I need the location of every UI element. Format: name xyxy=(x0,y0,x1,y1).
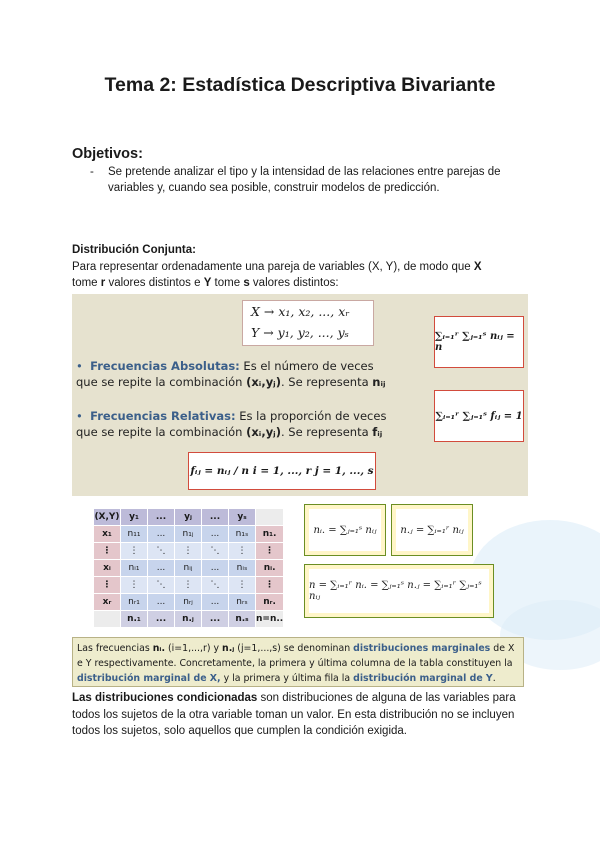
bullet-absolutas xyxy=(76,358,416,390)
table-cell: nᵢⱼ xyxy=(175,560,202,577)
text-segment: de X e Y respectivamente. Concretamente, la primera y última columna de la tabla constituyen la xyxy=(77,643,515,669)
formula-inner xyxy=(309,569,489,613)
table-cell: ⋮ xyxy=(121,543,148,560)
table-cell: n.ₛ xyxy=(229,611,256,628)
distribucion-text xyxy=(72,260,532,291)
text-segment: tome xyxy=(211,276,244,289)
table-cell: ⋮ xyxy=(121,577,148,594)
table-cell: ... xyxy=(148,594,175,611)
keyword: distribución marginal de Y xyxy=(353,673,493,684)
table-cell: ⋮ xyxy=(229,577,256,594)
sum-f-formula xyxy=(434,390,524,442)
table-cell: n₁ₛ xyxy=(229,526,256,543)
text-segment: tome xyxy=(72,276,101,289)
table-cell: nᵢₛ xyxy=(229,560,256,577)
table-cell: nᵣ. xyxy=(256,594,284,611)
table-cell: n.ⱼ xyxy=(175,611,202,628)
text-segment: Para representar ordenadamente una pareja de variables (X, Y), de modo que xyxy=(72,261,474,273)
table-cell: ⋮ xyxy=(94,543,121,560)
objetivos-text: Se pretende analizar el tipo y la intensidad de las relaciones entre parejas de variables y, cuando sea posible, construir modelos de predicción. xyxy=(108,166,501,194)
table-cell: ⋱ xyxy=(148,577,175,594)
text-segment: Es la proporción de veces xyxy=(235,409,387,423)
table-cell: ... xyxy=(202,509,229,526)
list-dash: - xyxy=(90,166,94,178)
total-n-formula xyxy=(304,564,494,618)
frequency-table xyxy=(93,508,284,628)
formula-text: ∑ᵢ₌₁ʳ ∑ⱼ₌₁ˢ fᵢⱼ = 1 xyxy=(435,410,523,422)
table-cell: nᵣ₁ xyxy=(121,594,148,611)
table-row xyxy=(94,560,284,577)
table-cell: ⋱ xyxy=(148,543,175,560)
table-cell: n₁₁ xyxy=(121,526,148,543)
table-cell: ⋮ xyxy=(229,543,256,560)
formula-inner xyxy=(309,509,381,551)
text-segment: que se repite la combinación xyxy=(76,425,247,439)
table-row xyxy=(94,577,284,594)
table-cell: ... xyxy=(202,594,229,611)
table-cell: n₁. xyxy=(256,526,284,543)
table-cell: ⋮ xyxy=(94,577,121,594)
table-cell: nᵣⱼ xyxy=(175,594,202,611)
condicionadas-term: Las distribuciones condicionadas xyxy=(72,692,258,704)
table-cell: ... xyxy=(148,509,175,526)
var-r: r xyxy=(100,276,106,289)
table-cell: ⋮ xyxy=(256,543,284,560)
table-cell: (X,Y) xyxy=(94,509,121,526)
objetivos-heading: Objetivos: xyxy=(72,146,143,162)
table-row xyxy=(94,526,284,543)
table-header-row xyxy=(94,509,284,526)
absolutas-title: Frecuencias Absolutas: xyxy=(90,359,240,373)
variables-box xyxy=(242,300,374,346)
marginal-nj-formula xyxy=(391,504,473,556)
table-cell: ⋮ xyxy=(256,577,284,594)
var-y: Y xyxy=(203,276,212,289)
keyword: distribuciones marginales xyxy=(353,643,491,654)
table-cell: ⋱ xyxy=(202,543,229,560)
bullet-dot: • xyxy=(76,409,91,423)
table-cell: ... xyxy=(148,560,175,577)
formula-text: nᵢ. = ∑ⱼ₌₁ˢ nᵢⱼ xyxy=(313,524,377,536)
x-values: X → x₁, x₂, ..., xᵣ xyxy=(251,304,350,319)
keyword: distribución marginal de X, xyxy=(77,673,221,684)
table-cell: y₁ xyxy=(121,509,148,526)
table-cell: ⋮ xyxy=(175,543,202,560)
fij-definition xyxy=(188,452,376,490)
text-segment: (j=1,...,s) se denominan xyxy=(234,643,354,654)
table-cell: n₁ⱼ xyxy=(175,526,202,543)
table-cell: ... xyxy=(202,560,229,577)
table-footer-row xyxy=(94,611,284,628)
marginals-note xyxy=(72,637,524,687)
distribucion-heading: Distribución Conjunta: xyxy=(72,244,196,256)
text-segment: que se repite la combinación xyxy=(76,375,247,389)
formula-inner xyxy=(396,509,468,551)
text-segment: . Se representa xyxy=(280,375,373,389)
text-segment: Es el número de veces xyxy=(239,359,374,373)
var-s: s xyxy=(243,276,250,289)
symbol-nij: nᵢⱼ xyxy=(372,375,386,389)
page-title: Tema 2: Estadística Descriptiva Bivariante xyxy=(104,74,496,96)
bullet-relativas xyxy=(76,408,416,440)
table-cell: ⋮ xyxy=(175,577,202,594)
table-cell xyxy=(94,611,121,628)
formula-text: n = ∑ᵢ₌₁ʳ nᵢ. = ∑ⱼ₌₁ˢ n.ⱼ = ∑ᵢ₌₁ʳ ∑ⱼ₌₁ˢ nᵢⱼ xyxy=(309,580,482,602)
table-cell: xᵣ xyxy=(94,594,121,611)
table-cell: ... xyxy=(202,526,229,543)
symbol-nj: n.ⱼ xyxy=(222,643,235,654)
formula-text: n.ⱼ = ∑ᵢ₌₁ʳ nᵢⱼ xyxy=(400,524,464,536)
table-cell: ⋱ xyxy=(202,577,229,594)
formula-text: fᵢⱼ = nᵢⱼ / n i = 1, ..., r j = 1, ..., s xyxy=(190,465,374,477)
table-cell: yₛ xyxy=(229,509,256,526)
relativas-title: Frecuencias Relativas: xyxy=(90,409,236,423)
table-cell: xᵢ xyxy=(94,560,121,577)
table-cell: ... xyxy=(148,611,175,628)
bullet-dot: • xyxy=(76,359,91,373)
formula-text: ∑ᵢ₌₁ʳ ∑ⱼ₌₁ˢ nᵢⱼ = n xyxy=(435,331,515,353)
table-row xyxy=(94,543,284,560)
symbol-ni: nᵢ. xyxy=(152,643,166,654)
table-cell: yⱼ xyxy=(175,509,202,526)
table-cell: nᵢ₁ xyxy=(121,560,148,577)
text-segment: Las frecuencias xyxy=(77,643,153,654)
text-segment: . Se representa xyxy=(280,425,373,439)
table-cell: ... xyxy=(202,611,229,628)
text-segment: y la primera y última fila la xyxy=(220,673,354,684)
y-values: Y → y₁, y₂, ..., yₛ xyxy=(251,325,349,340)
table-cell: nᵢ. xyxy=(256,560,284,577)
marginal-ni-formula xyxy=(304,504,386,556)
condicionadas-text: son distribuciones de alguna de las variables para todos los sujetos de la otra variable toman un valor. En esta distribución no se incluyen todos los sujetos, solo aquellos que cumplen la condición exigida. xyxy=(72,692,516,737)
table-cell: nᵣₛ xyxy=(229,594,256,611)
table-cell: n.₁ xyxy=(121,611,148,628)
table-cell xyxy=(256,509,284,526)
table-row xyxy=(94,594,284,611)
text-segment: valores distintos: xyxy=(249,276,339,289)
combination: (xᵢ,yⱼ) xyxy=(246,425,281,439)
table-cell: n=n.. xyxy=(256,611,284,628)
var-x: X xyxy=(473,261,482,273)
symbol-fij: fᵢⱼ xyxy=(372,425,383,439)
table-cell: ... xyxy=(148,526,175,543)
sum-n-formula xyxy=(434,316,524,368)
table-cell: x₁ xyxy=(94,526,121,543)
condicionadas-paragraph xyxy=(72,690,532,740)
text-segment: (i=1,...,r) y xyxy=(165,643,223,654)
definitions-panel xyxy=(72,294,528,496)
text-segment: . xyxy=(492,673,496,684)
text-segment: valores distintos e xyxy=(105,276,204,289)
combination: (xᵢ,yⱼ) xyxy=(246,375,281,389)
